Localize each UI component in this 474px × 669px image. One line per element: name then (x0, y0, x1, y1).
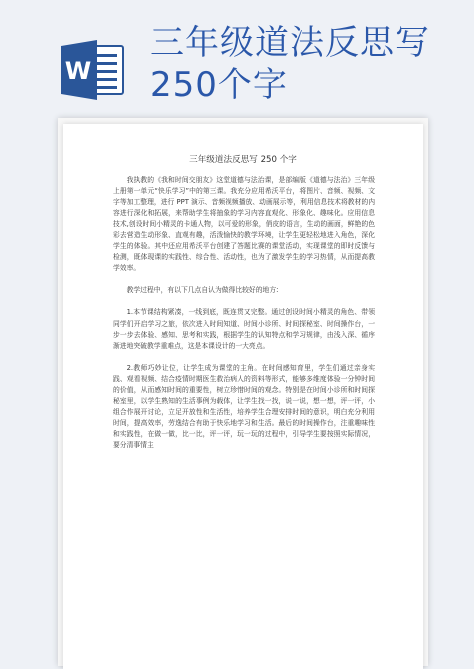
word-icon (61, 40, 125, 100)
paragraph: 教学过程中，有以下几点自认为做得比较好的地方: (126, 286, 279, 295)
banner-title (150, 22, 430, 106)
banner-title-line2: 250个字 (150, 65, 288, 105)
banner (0, 0, 474, 130)
document-body (113, 175, 375, 451)
paragraph: 我执教的《我和时间交朋友》这堂道德与法治课，是部编版《道德与法治》三年级上册第一单元“快乐学习”中的第三课。我充分应用希沃平台，将图片、音频、视频、文字等加工整理，进行 PPT 演示、音频视频播放、动画展示等，利用信息技术将教材的内容进行深化和拓展，来帮助学生将抽象的学习内容直观化、形象化、趣味化。应用信息技术,创设时间小精灵的卡通人物，以可爱的形象，俏皮的语言，生动的画面，鲜艳的色彩去营造生动形象、直观有趣，活泼愉快的教学环境，让学生更轻松地进入角色，深化学生的体验。其中还应用希沃平台创建了答题比赛的课堂活动，实现课堂的即时反馈与检测，既体现课的实践性、综合性、活动性，也为了激发学生的学习热情，从而提高教学效率。 (113, 176, 375, 273)
paragraph: 1.本节课结构紧凑，一线到底，既连贯又完整。通过创设时间小精灵的角色、带领同学们开启学习之旅，依次进入时间知道、时间小诊所、时间探秘室、时间操作台，一步一步去体验、感知、思考和实践，根据学生的认知特点和学习规律，由浅入深、循序渐进地突破教学重难点，这是本课设计的一大亮点。 (113, 308, 375, 350)
document-title: 三年级道法反思写 250 个字 (189, 155, 297, 165)
document-page (63, 124, 423, 669)
banner-title-line1: 三年级道法反思写 (150, 23, 430, 63)
paragraph: 2.教师巧妙让位，让学生成为课堂的主角。在时间感知育里，学生们通过亲身实践、观看视频、结合疫情时期医生救治病人的资料等形式，能够多维度体验一分钟时间的价值，从而感知时间的重要性，树立珍惜时间的观念。特别是在时间小诊所和时间探秘室里，以学生熟知的生活事例为载体，让学生找一找，说一说，想一想，评一评，小组合作展开讨论，立足开放性和生活性，培养学生合理安排时间的意识，明白充分利用时间，提高效率，劳逸结合有助于快乐地学习和生活。最后的时间操作台，注重趣味性和实践性，在做一做，比一比，评一评，玩一玩的过程中，引导学生要按照实际情况，要分清事情主 (113, 363, 375, 449)
word-logo-letter: W (64, 57, 92, 85)
